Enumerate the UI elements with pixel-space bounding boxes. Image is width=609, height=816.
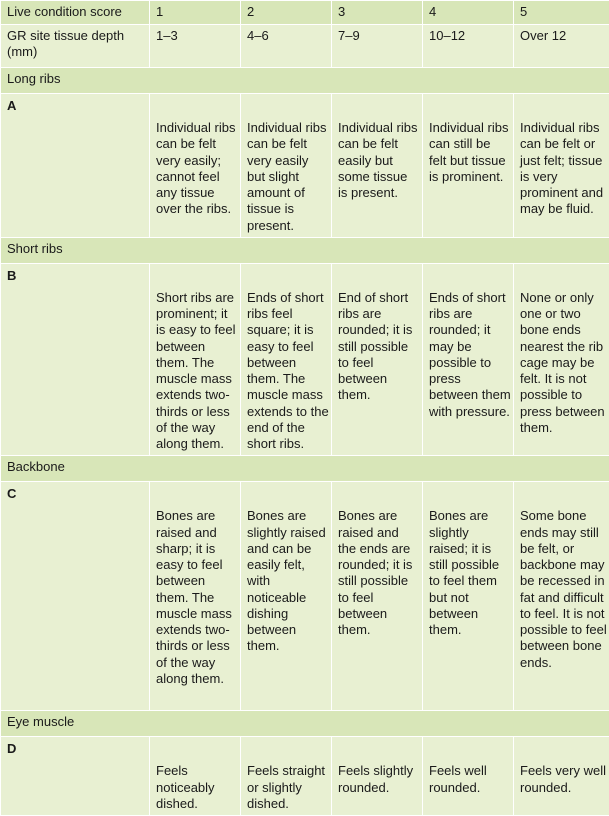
description-c-2: Bones are slightly raised and can be easily felt, with noticeable dishing between them. [241,482,332,711]
description-b-3: End of short ribs are rounded; it is still possible to feel between them. [332,263,423,456]
criteria-row-b [1,263,609,456]
description-d-5: Feels very well rounded. [514,737,609,816]
description-a-1: Individual ribs can be felt very easily; cannot feel any tissue over the ribs. [150,94,241,238]
description-c-5: Some bone ends may still be felt, or backbone may be recessed in fat and difficult to feel. It is not possible to feel between bone ends. [514,482,609,711]
criteria-code-d: D [1,737,150,816]
score-header-5: 5 [514,1,609,25]
description-a-2: Individual ribs can be felt very easily but slight amount of tissue is present. [241,94,332,238]
depth-value-2: 4–6 [241,25,332,68]
criteria-code-c: C [1,482,150,711]
description-b-5: None or only one or two bone ends nearest the rib cage may be felt. It is not possible to press between them. [514,263,609,456]
description-b-4: Ends of short ribs are rounded; it may be possible to press between them with pressure. [423,263,514,456]
description-b-1: Short ribs are prominent; it is easy to feel between them. The muscle mass extends two-thirds or less of the way along them. [150,263,241,456]
section-heading-row [1,237,609,263]
score-header-4: 4 [423,1,514,25]
depth-value-3: 7–9 [332,25,423,68]
description-d-4: Feels well rounded. [423,737,514,816]
criteria-code-a: A [1,94,150,238]
section-heading-row [1,456,609,482]
section-heading-row [1,68,609,94]
score-header-1: 1 [150,1,241,25]
description-a-5: Individual ribs can be felt or just felt; tissue is very prominent and may be fluid. [514,94,609,238]
depth-value-5: Over 12 [514,25,609,68]
section-title-backbone: Backbone [1,456,609,482]
criteria-row-d [1,737,609,816]
description-d-2: Feels straight or slightly dished. [241,737,332,816]
score-header-3: 3 [332,1,423,25]
depth-value-1: 1–3 [150,25,241,68]
section-title-long-ribs: Long ribs [1,68,609,94]
depth-row [1,25,609,68]
criteria-row-a [1,94,609,238]
header-row [1,1,609,25]
criteria-row-c [1,482,609,711]
section-title-eye-muscle: Eye muscle [1,711,609,737]
section-title-short-ribs: Short ribs [1,237,609,263]
section-heading-row [1,711,609,737]
description-d-3: Feels slightly rounded. [332,737,423,816]
description-a-4: Individual ribs can still be felt but tissue is prominent. [423,94,514,238]
description-d-1: Feels noticeably dished. [150,737,241,816]
depth-label: GR site tissue depth (mm) [1,25,150,68]
score-header-label: Live condition score [1,1,150,25]
criteria-code-b: B [1,263,150,456]
score-header-2: 2 [241,1,332,25]
description-c-4: Bones are slightly raised; it is still possible to feel them but not between them. [423,482,514,711]
description-a-3: Individual ribs can be felt easily but some tissue is present. [332,94,423,238]
description-c-3: Bones are raised and the ends are rounded; it is still possible to feel between them. [332,482,423,711]
description-c-1: Bones are raised and sharp; it is easy to feel between them. The muscle mass extends two-thirds or less of the way along them. [150,482,241,711]
depth-value-4: 10–12 [423,25,514,68]
description-b-2: Ends of short ribs feel square; it is easy to feel between them. The muscle mass extends to the end of the short ribs. [241,263,332,456]
